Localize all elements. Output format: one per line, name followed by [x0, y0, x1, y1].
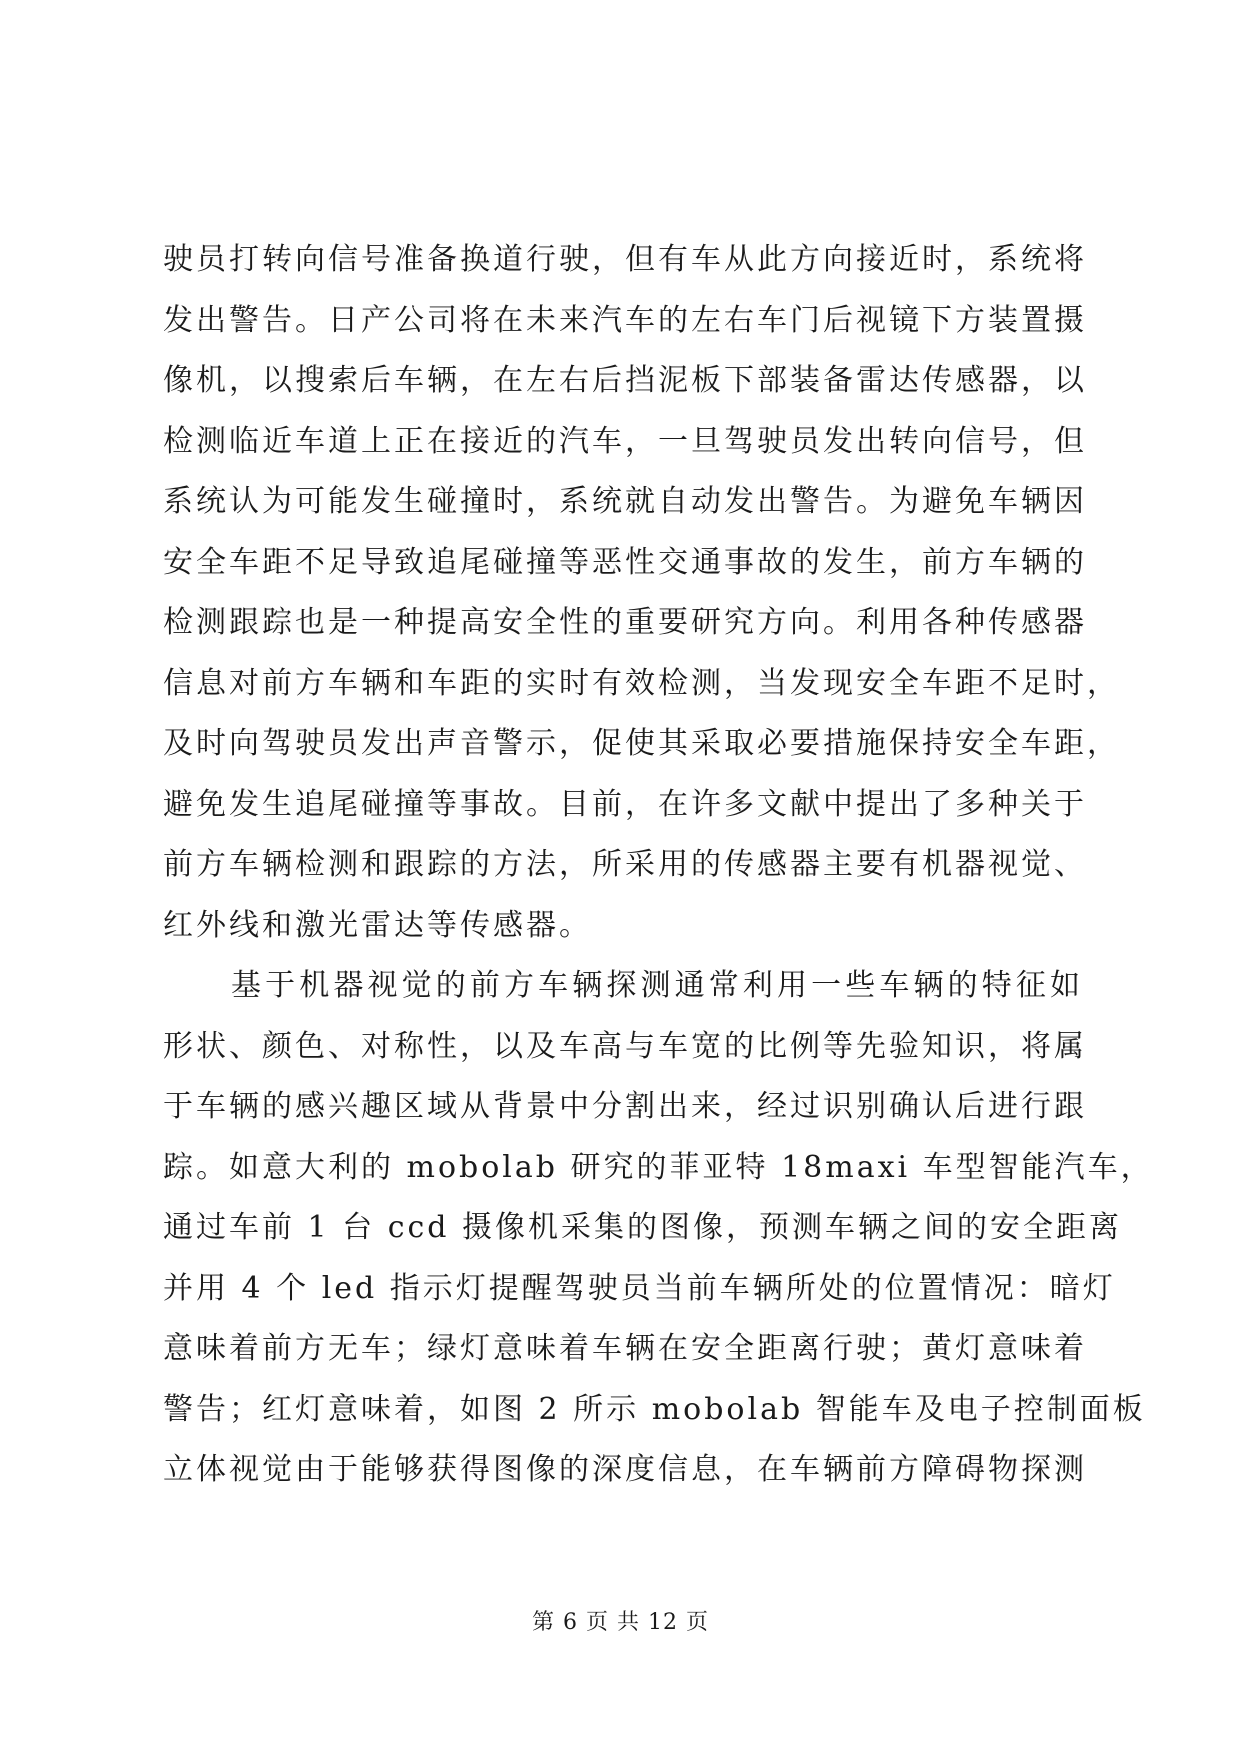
text-line: 意味着前方无车；绿灯意味着车辆在安全距离行驶；黄灯意味着	[163, 1331, 1087, 1366]
text-line: 检测临近车道上正在接近的汽车，一旦驾驶员发出转向信号，但	[163, 423, 1087, 459]
text-line: 安全车距不足导致追尾碰撞等恶性交通事故的发生，前方车辆的	[163, 544, 1087, 580]
paragraph-end-line: 红外线和激光雷达等传感器。	[163, 907, 592, 943]
text-line: 通过车前 1 台 ccd 摄像机采集的图像，预测车辆之间的安全距离	[163, 1210, 1123, 1245]
text-line: 检测跟踪也是一种提高安全性的重要研究方向。利用各种传感器	[163, 605, 1087, 640]
text-line: 系统认为可能发生碰撞时，系统就自动发出警告。为避免车辆因	[163, 484, 1087, 519]
text-line: 警告；红灯意味着，如图 2 所示 mobolab 智能车及电子控制面板	[163, 1391, 1146, 1427]
text-line: 立体视觉由于能够获得图像的深度信息，在车辆前方障碍物探测	[163, 1452, 1087, 1487]
body-text	[163, 230, 1154, 1501]
text-line: 于车辆的感兴趣区域从背景中分割出来，经过识别确认后进行跟	[163, 1089, 1087, 1124]
text-line: 及时向驾驶员发出声音警示，促使其采取必要措施保持安全车距，	[163, 726, 1120, 761]
paragraph-start-line: 基于机器视觉的前方车辆探测通常利用一些车辆的特征如	[231, 968, 1083, 1003]
text-line: 前方车辆检测和跟踪的方法，所采用的传感器主要有机器视觉、	[163, 847, 1087, 882]
text-line: 像机，以搜索后车辆，在左右后挡泥板下部装备雷达传感器，以	[163, 363, 1087, 398]
text-line: 并用 4 个 led 指示灯提醒驾驶员当前车辆所处的位置情况：暗灯	[163, 1270, 1116, 1306]
page-footer: 第 6 页 共 12 页	[532, 1610, 709, 1635]
text-line: 踪。如意大利的 mobolab 研究的菲亚特 18maxi 车型智能汽车，	[163, 1149, 1154, 1185]
text-line: 形状、颜色、对称性，以及车高与车宽的比例等先验知识，将属	[163, 1028, 1087, 1064]
text-line: 发出警告。日产公司将在未来汽车的左右车门后视镜下方装置摄	[163, 302, 1087, 338]
text-line: 驶员打转向信号准备换道行驶，但有车从此方向接近时，系统将	[163, 242, 1087, 277]
text-line: 避免发生追尾碰撞等事故。目前，在许多文献中提出了多种关于	[163, 786, 1087, 822]
text-line: 信息对前方车辆和车距的实时有效检测，当发现安全车距不足时，	[163, 665, 1120, 701]
